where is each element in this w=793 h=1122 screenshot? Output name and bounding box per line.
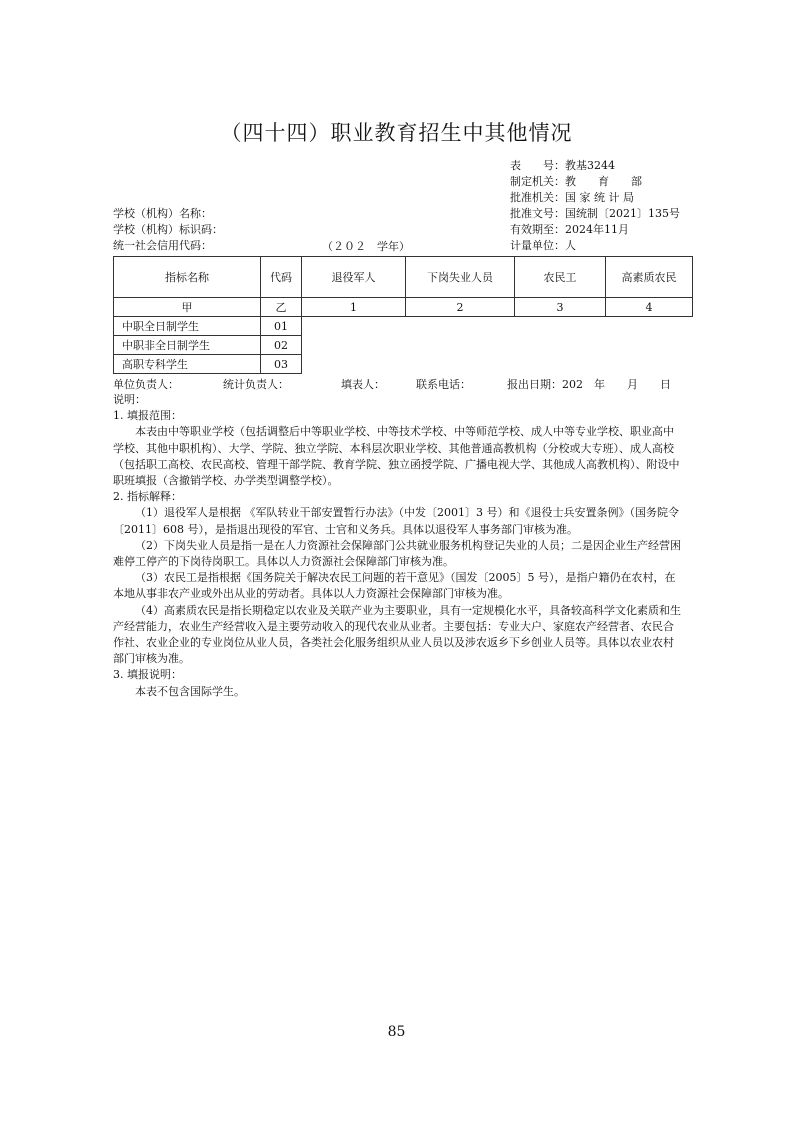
col-header-migrant-workers: 农民工 <box>515 257 606 298</box>
row-name: 高职专科学生 <box>114 355 261 374</box>
table-row <box>114 317 693 336</box>
section-3-body: 本表不包含国际学生。 <box>135 684 245 698</box>
row-code: 03 <box>261 355 302 374</box>
academic-year: （２０２ 学年） <box>322 240 410 253</box>
form-meta-left <box>113 206 223 254</box>
page-number: 85 <box>387 1024 406 1040</box>
stat-head-label: 统计负责人： <box>223 378 289 391</box>
col-header-veterans: 退役军人 <box>302 257 406 298</box>
meta-issuing-agency: 制定机关：教 育 部 <box>510 175 642 188</box>
form-meta-right <box>510 158 680 254</box>
col-header-code: 代码 <box>261 257 302 298</box>
col-header-laid-off: 下岗失业人员 <box>406 257 515 298</box>
meta-approval-number: 批准文号：国统制〔2021〕135号 <box>510 207 680 220</box>
row-name: 中职非全日制学生 <box>114 336 261 355</box>
row-blank <box>302 355 693 374</box>
subheader-cell: 乙 <box>261 298 302 317</box>
notes-section <box>113 392 683 700</box>
row-code: 01 <box>261 317 302 336</box>
section-2-item: （1）退役军人是根据 《军队转业干部安置暂行办法》（中发〔2001〕3 号）和《退役士兵安置条例》（国务院令〔2011〕608 号），是指退出现役的军官、士官和义务兵。具体以退役军人事务部门审核为准。 <box>113 506 679 536</box>
page-title: （四十四）职业教育招生中其他情况 <box>220 121 573 145</box>
section-1-title: 1. 填报范围： <box>113 409 182 423</box>
phone-label: 联系电话： <box>416 378 471 391</box>
table-subheader-row <box>114 298 693 317</box>
subheader-cell: 3 <box>515 298 606 317</box>
meta-approving-agency: 批准机关：国 家 统 计 局 <box>510 191 634 204</box>
subheader-cell: 甲 <box>114 298 261 317</box>
stats-table <box>113 256 693 374</box>
filler-label: 填表人： <box>341 378 385 391</box>
table-row <box>114 336 693 355</box>
section-3-title: 3. 填报说明： <box>113 668 182 682</box>
row-name: 中职全日制学生 <box>114 317 261 336</box>
report-date-label: 报出日期：202 年 月 日 <box>507 378 671 391</box>
subheader-cell: 2 <box>406 298 515 317</box>
subheader-cell: 1 <box>302 298 406 317</box>
table-header-row <box>114 257 693 298</box>
meta-valid-until: 有效期至：2024年11月 <box>510 223 629 236</box>
col-header-indicator: 指标名称 <box>114 257 261 298</box>
notes-heading: 说明： <box>113 393 146 406</box>
meta-unit: 计量单位：人 <box>510 239 576 252</box>
section-2-item: （3）农民工是指根据《国务院关于解决农民工问题的若干意见》（国发〔2005〕5 号），是指户籍仍在农村，在本地从事非农产业或外出从业的劳动者。具体以人力资源社会保障部门审核为准。 <box>113 571 676 601</box>
section-2-title: 2. 指标解释： <box>113 490 182 504</box>
section-2-item: （4）高素质农民是指长期稳定以农业及关联产业为主要职业，具有一定规模化水平，具备较高科学文化素质和生产经营能力，农业生产经营收入是主要劳动收入的现代农业从业者。主要包括：专业大户、家庭农产经营者、农民合作社、农业企业的专业岗位从业人员，各类社会化服务组织从业人员以及涉农返乡下乡创业人员等。具体以农业农村部门审核为准。 <box>113 603 681 666</box>
school-id-field: 学校（机构）标识码： <box>113 223 223 236</box>
table-row <box>114 355 693 374</box>
school-name-field: 学校（机构）名称： <box>113 207 212 220</box>
section-2-item: （2）下岗失业人员是指一是在人力资源社会保障部门公共就业服务机构登记失业的人员；二是因企业生产经营困难停工停产的下岗待岗职工。具体以人力资源社会保障部门审核为准。 <box>113 538 681 569</box>
meta-form-number: 表 号：教基3244 <box>510 159 615 172</box>
row-code: 02 <box>261 336 302 355</box>
row-blank <box>302 336 693 355</box>
credit-code-field: 统一社会信用代码： <box>113 239 212 252</box>
section-1-body: 本表由中等职业学校（包括调整后中等职业学校、中等技术学校、中等师范学校、成人中等专业学校、职业高中学校、其他中职机构）、大学、学院、独立学院、本科层次职业学校、其他普通高教机构（分校或大专班）、成人高校（包括职工高校、农民高校、管理干部学院、教育学院、独立函授学院、广播电视大学、其他成人高教机构）、附设中职班填报（含撤销学校、办学类型调整学校）。 <box>113 425 680 488</box>
unit-head-label: 单位负责人： <box>113 378 179 391</box>
col-header-skilled-farmers: 高素质农民 <box>606 257 693 298</box>
row-blank <box>302 317 693 336</box>
subheader-cell: 4 <box>606 298 693 317</box>
